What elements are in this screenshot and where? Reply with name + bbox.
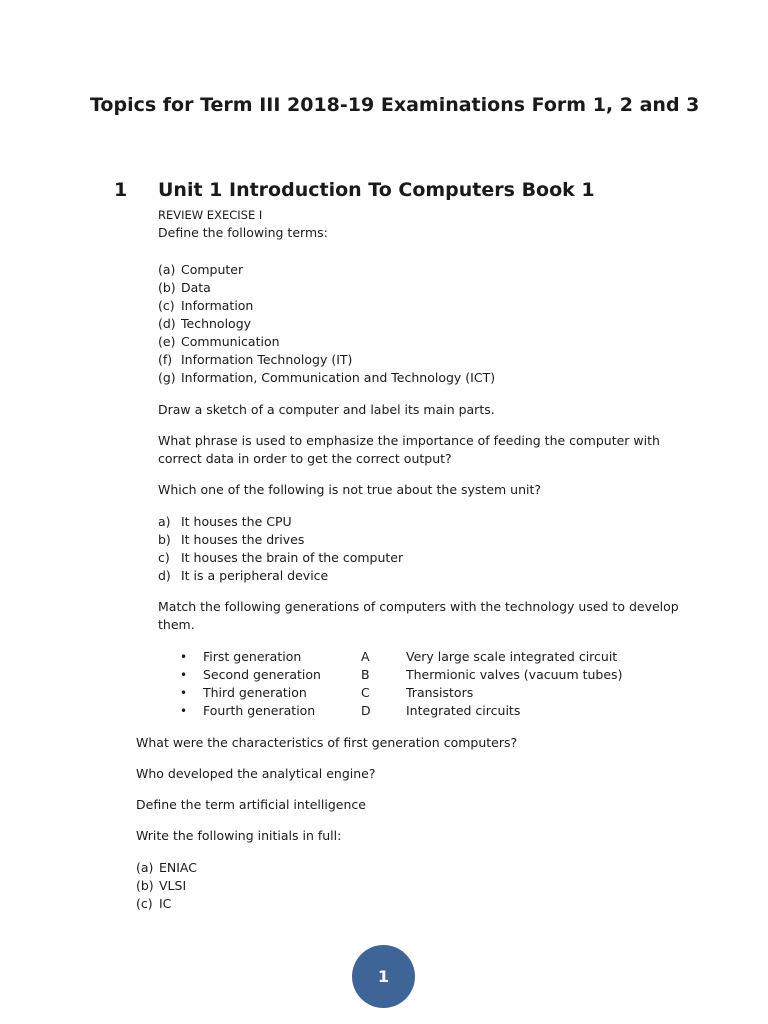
item-text: It houses the brain of the computer [181,550,404,565]
technology-cell: Thermionic valves (vacuum tubes) [406,667,623,682]
item-label: b) [158,532,171,547]
unit-number: 1 [114,179,128,201]
item-text: Communication [181,334,280,349]
bullet-icon: • [180,686,188,700]
letter-cell: D [361,703,371,718]
item-label: a) [158,514,171,529]
question-sketch: Draw a sketch of a computer and label its main parts. [158,402,495,417]
list-item [158,567,328,585]
item-text: Information Technology (IT) [181,352,353,367]
item-text: VLSI [159,878,187,893]
list-item [158,351,352,369]
item-label: (e) [158,334,176,349]
item-label: (g) [158,370,176,385]
list-item [158,513,292,531]
item-label: (a) [136,860,154,875]
item-text: It houses the drives [181,532,305,547]
list-item [158,315,251,333]
list-item [158,369,495,387]
item-text: It is a peripheral device [181,568,329,583]
bullet-icon: • [180,668,188,682]
list-item [136,859,197,877]
technology-cell: Transistors [406,685,474,700]
technology-cell: Very large scale integrated circuit [406,649,618,664]
item-label: (c) [136,896,153,911]
question-match-line1: Match the following generations of computers with the technology used to develop [158,599,679,614]
generation-cell: Fourth generation [203,703,316,718]
technology-cell: Integrated circuits [406,703,521,718]
question-phrase-line1: What phrase is used to emphasize the importance of feeding the computer with [158,433,660,448]
list-item [158,279,211,297]
list-item [136,895,171,913]
list-item [136,877,186,895]
generation-cell: First generation [203,649,302,664]
page-title: Topics for Term III 2018-19 Examinations Form 1, 2 and 3 [90,94,700,116]
item-text: It houses the CPU [181,514,292,529]
question-system-unit: Which one of the following is not true about the system unit? [158,482,542,497]
item-label: (f) [158,352,173,367]
question-initials: Write the following initials in full: [136,828,342,843]
question-match-line2: them. [158,617,195,632]
bullet-icon: • [180,704,188,718]
define-intro: Define the following terms: [158,225,328,240]
letter-cell: C [361,685,370,700]
item-label: (b) [158,280,176,295]
letter-cell: B [361,667,370,682]
item-text: Computer [181,262,244,277]
page-number: 1 [377,967,390,986]
item-text: IC [159,896,172,911]
bullet-icon: • [180,650,188,664]
item-text: Information, Communication and Technology (ICT) [181,370,496,385]
item-label: (d) [158,316,176,331]
page-number-badge [352,945,415,1008]
item-label: (a) [158,262,176,277]
review-heading: REVIEW EXECISE I [158,208,263,222]
letter-cell: A [361,649,370,664]
generation-cell: Third generation [203,685,307,700]
question-artificial-intelligence: Define the term artificial intelligence [136,797,366,812]
item-text: ENIAC [159,860,197,875]
item-label: (c) [158,298,175,313]
item-text: Data [181,280,211,295]
question-characteristics: What were the characteristics of first generation computers? [136,735,518,750]
list-item [158,531,304,549]
question-phrase-line2: correct data in order to get the correct output? [158,451,452,466]
list-item [158,549,403,567]
unit-title: Unit 1 Introduction To Computers Book 1 [158,179,595,201]
item-label: (b) [136,878,154,893]
list-item [158,333,280,351]
generation-cell: Second generation [203,667,321,682]
list-item [158,261,243,279]
item-text: Information [181,298,254,313]
item-label: c) [158,550,170,565]
list-item [158,297,253,315]
question-analytical-engine: Who developed the analytical engine? [136,766,376,781]
item-text: Technology [181,316,252,331]
item-label: d) [158,568,171,583]
